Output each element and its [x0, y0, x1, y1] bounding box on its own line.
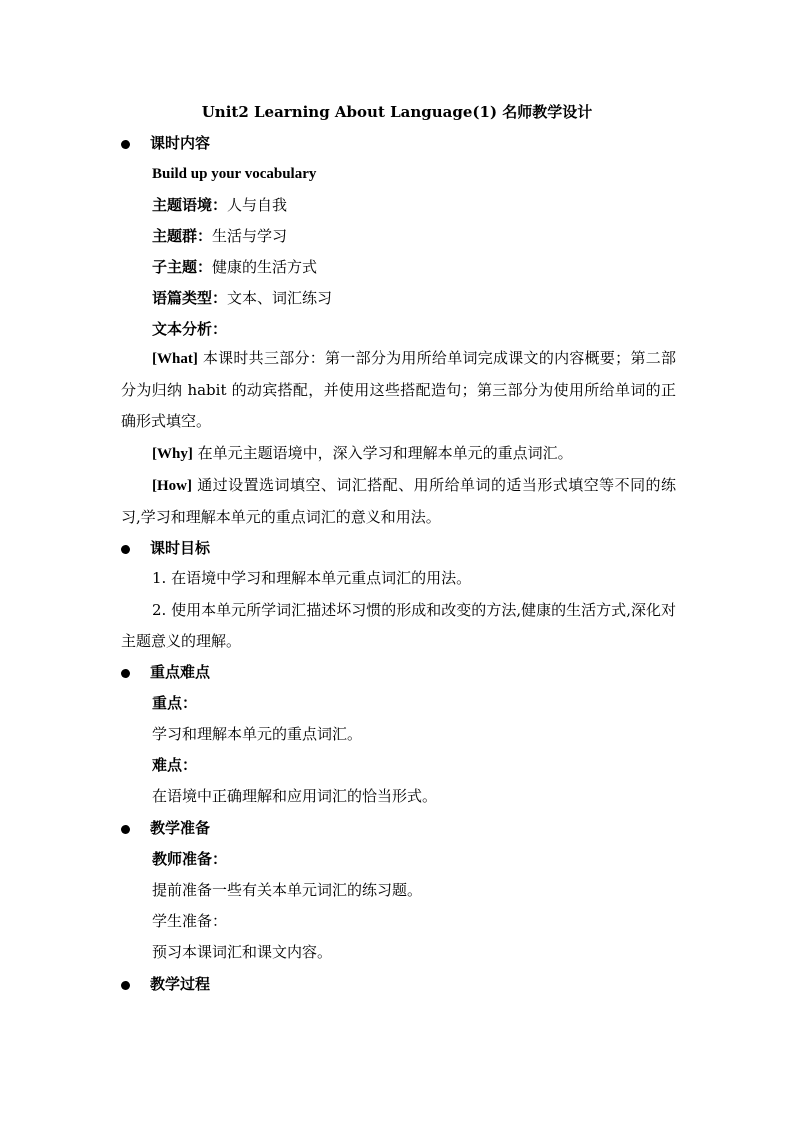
difficult-point-text: 在语境中正确理解和应用词汇的恰当形式。 [152, 787, 438, 805]
document-title: Unit2 Learning About Language(1) 名师教学设计 [201, 103, 593, 121]
what-tag: [What] [152, 351, 198, 367]
what-paragraph [121, 343, 676, 437]
student-prep-text: 预习本课词汇和课文内容。 [152, 943, 333, 961]
section-heading: 课时内容 [150, 134, 211, 152]
how-text: 通过设置选词填空、词汇搭配、用所给单词的适当形式填空等不同的练习,学习和理解本单元的重点词汇的意义和用法。 [121, 476, 676, 526]
key-point-text: 学习和理解本单元的重点词汇。 [152, 725, 363, 743]
bullet-icon [121, 140, 130, 149]
why-tag: [Why] [152, 446, 193, 462]
goal-1: 1. 在语境中学习和理解本单元重点词汇的用法。 [152, 569, 472, 587]
theme-group-line [152, 225, 287, 247]
text-type-label: 语篇类型： [152, 289, 228, 307]
theme-group-value: 生活与学习 [212, 227, 288, 245]
section-heading: 教学过程 [150, 975, 211, 993]
sub-theme-value: 健康的生活方式 [212, 258, 318, 276]
section-heading: 课时目标 [150, 539, 211, 557]
teacher-prep-text: 提前准备一些有关本单元词汇的练习题。 [152, 881, 423, 899]
teacher-prep-label: 教师准备： [152, 850, 228, 868]
sub-theme-line [152, 256, 317, 278]
text-type-value: 文本、词汇练习 [227, 289, 333, 307]
theme-context-value: 人与自我 [227, 196, 288, 214]
how-paragraph [121, 470, 676, 533]
text-analysis-line [152, 318, 227, 340]
bullet-icon [121, 981, 130, 990]
theme-group-label: 主题群： [152, 227, 213, 245]
student-prep-label: 学生准备： [152, 912, 228, 930]
theme-context-label: 主题语境： [152, 196, 228, 214]
bullet-icon [121, 825, 130, 834]
theme-context-line [152, 194, 287, 216]
sub-theme-label: 子主题： [152, 258, 213, 276]
goal-2: 2. 使用本单元所学词汇描述坏习惯的形成和改变的方法,健康的生活方式,深化对主题意义的理解。 [121, 601, 676, 650]
what-text: 本课时共三部分：第一部分为用所给单词完成课文的内容概要；第二部分为归纳 habit 的动宾搭配，并使用这些搭配造句；第三部分为使用所给单词的正确形式填空。 [121, 349, 676, 430]
section-heading: 重点难点 [150, 663, 211, 681]
key-point-label: 重点： [152, 694, 198, 712]
why-paragraph [121, 438, 676, 470]
text-analysis-label: 文本分析： [152, 320, 228, 338]
how-tag: [How] [152, 478, 192, 494]
text-type-line [152, 287, 332, 309]
difficult-point-label: 难点： [152, 756, 198, 774]
section-heading: 教学准备 [150, 819, 211, 837]
bullet-icon [121, 669, 130, 678]
build-vocabulary-line: Build up your vocabulary [152, 166, 317, 182]
bullet-icon [121, 545, 130, 554]
why-text: 在单元主题语境中，深入学习和理解本单元的重点词汇。 [192, 444, 573, 462]
